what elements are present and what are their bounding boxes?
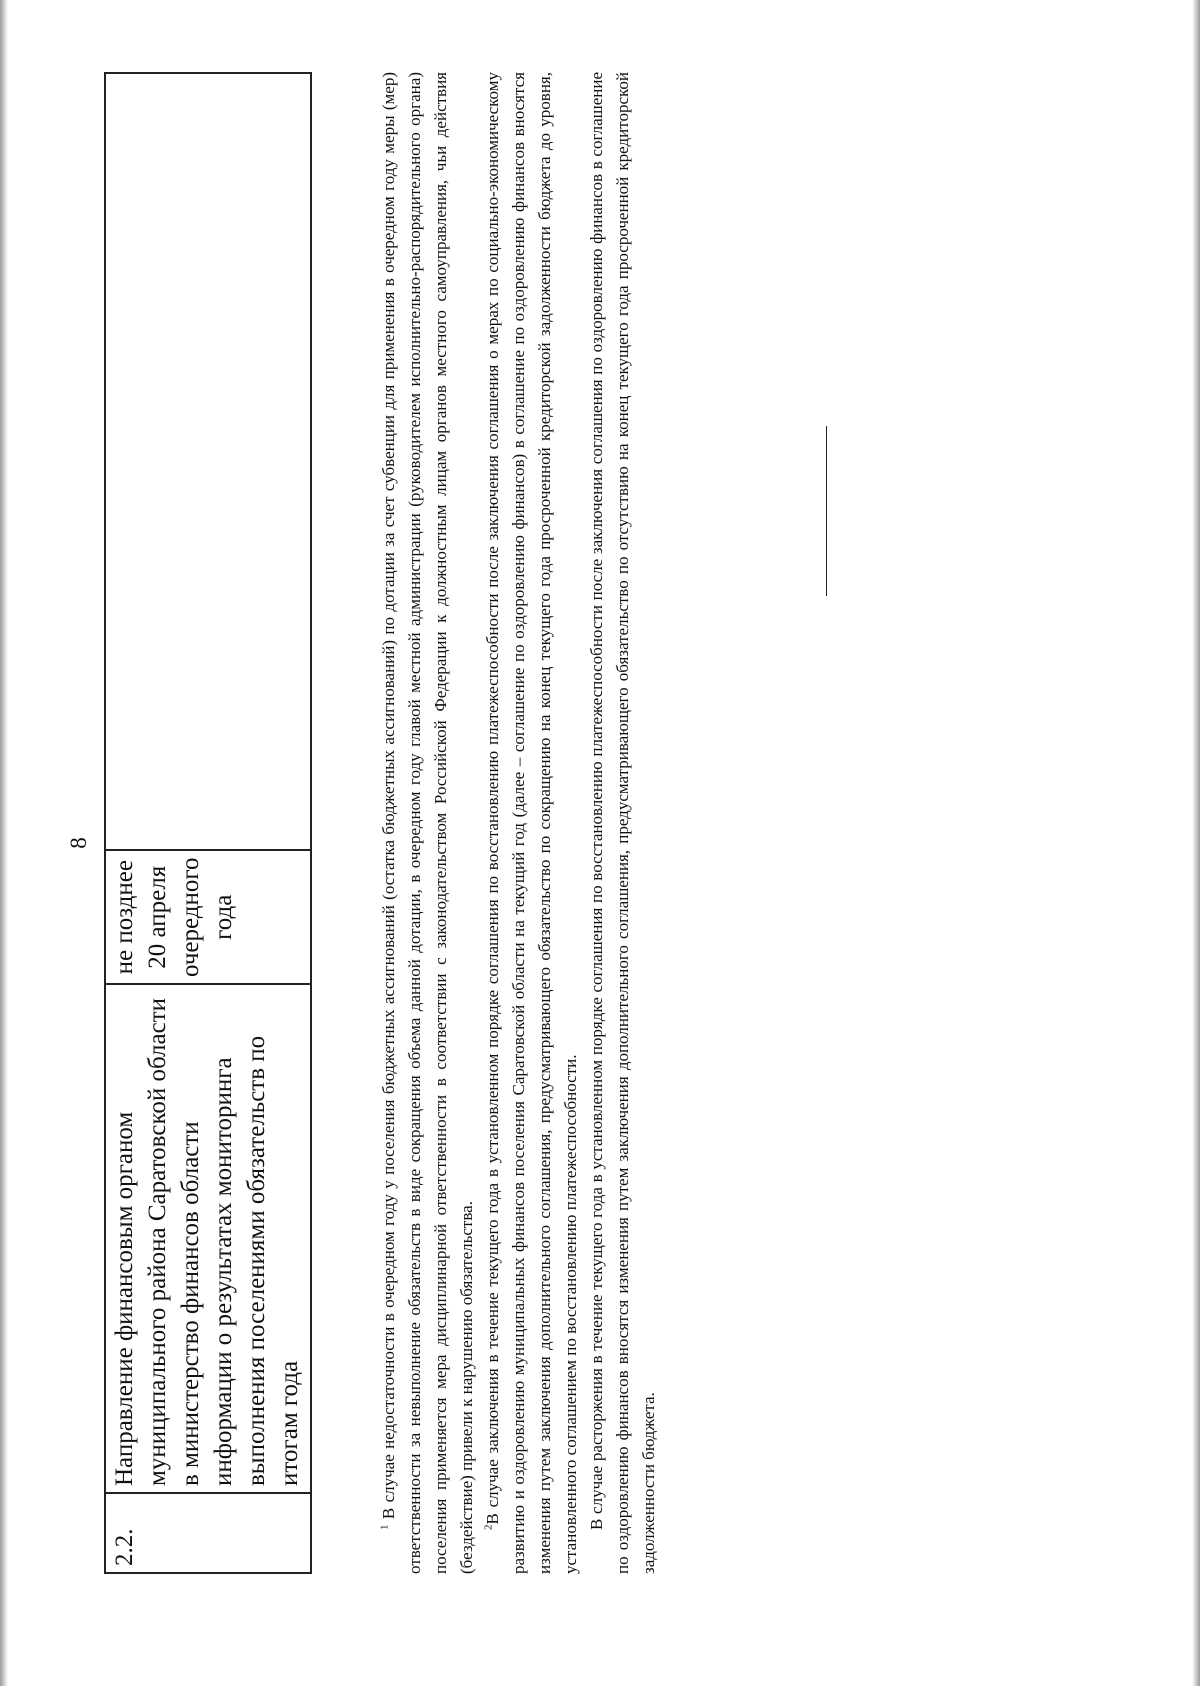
footnote-paragraph-3: В случае расторжения в течение текущего года в установленном порядке соглашения по восстановлению платежеспособности после заключения соглашения по оздоровлению финансов в соглашение по оздоровлению финансов вносятся изменения путем заключения дополнительного соглашения, предусматривающего обязательство по отсутствию на конец текущего года просроченной кредиторской задолженности бюджета. [587,72,658,1574]
measures-table [104,72,312,1574]
footnotes [376,72,662,1574]
footnote-2-text: В случае заключения в течение текущего года в установленном порядке соглашения по восстановлению платежеспособности после заключения соглашения о мерах по социально-экономическому развитию и оздоровлению муниципальных финансов поселения Саратовской области на текущий год (далее – соглашение по оздоровлению финансов) в соглашение по оздоровлению финансов вносятся изменения путем заключения дополнительного соглашения, предусматривающего обязательство по сокращению на конец текущего года просроченной кредиторской задолженности бюджета до уровня, установленного соглашением по восстановлению платежеспособности. [483,72,580,1574]
event-cell: Направление финансовым органом муниципального района Саратовской области в министерство финансов области информации о результатах мониторинга выполнения поселениями обязательств по итогам года [105,984,311,1493]
footnote-1-mark: 1 [378,1524,391,1530]
footnote-2 [480,72,584,1574]
separator-line [826,426,827,596]
responsible-cell [105,73,311,850]
deadline-cell: не позднее 20 апреля очередного года [105,850,311,984]
footnote-1-text: В случае недостаточности в очередном году у поселения бюджетных ассигнований (остатка бюджетных ассигнований) по дотации за счет субвенции для применения в очередном году меры (мер) ответственности за невыполнение обязательств в виде сокращения объема данной дотации, в очередном году главой местной администрации (руководителем исполнительно-распорядительного органа) поселения применяется мера дисциплинарной ответственности в соответствии с законодательством Российской Федерации к должностным лицам органов местного самоуправления, чьи действия (бездействие) привели к нарушению обязательства. [379,72,476,1574]
row-number-cell: 2.2. [105,1493,311,1573]
table-row [105,73,311,1573]
page-number: 8 [66,837,91,849]
footnote-1 [376,72,480,1574]
footnote-2-mark: 2 [482,1524,495,1530]
